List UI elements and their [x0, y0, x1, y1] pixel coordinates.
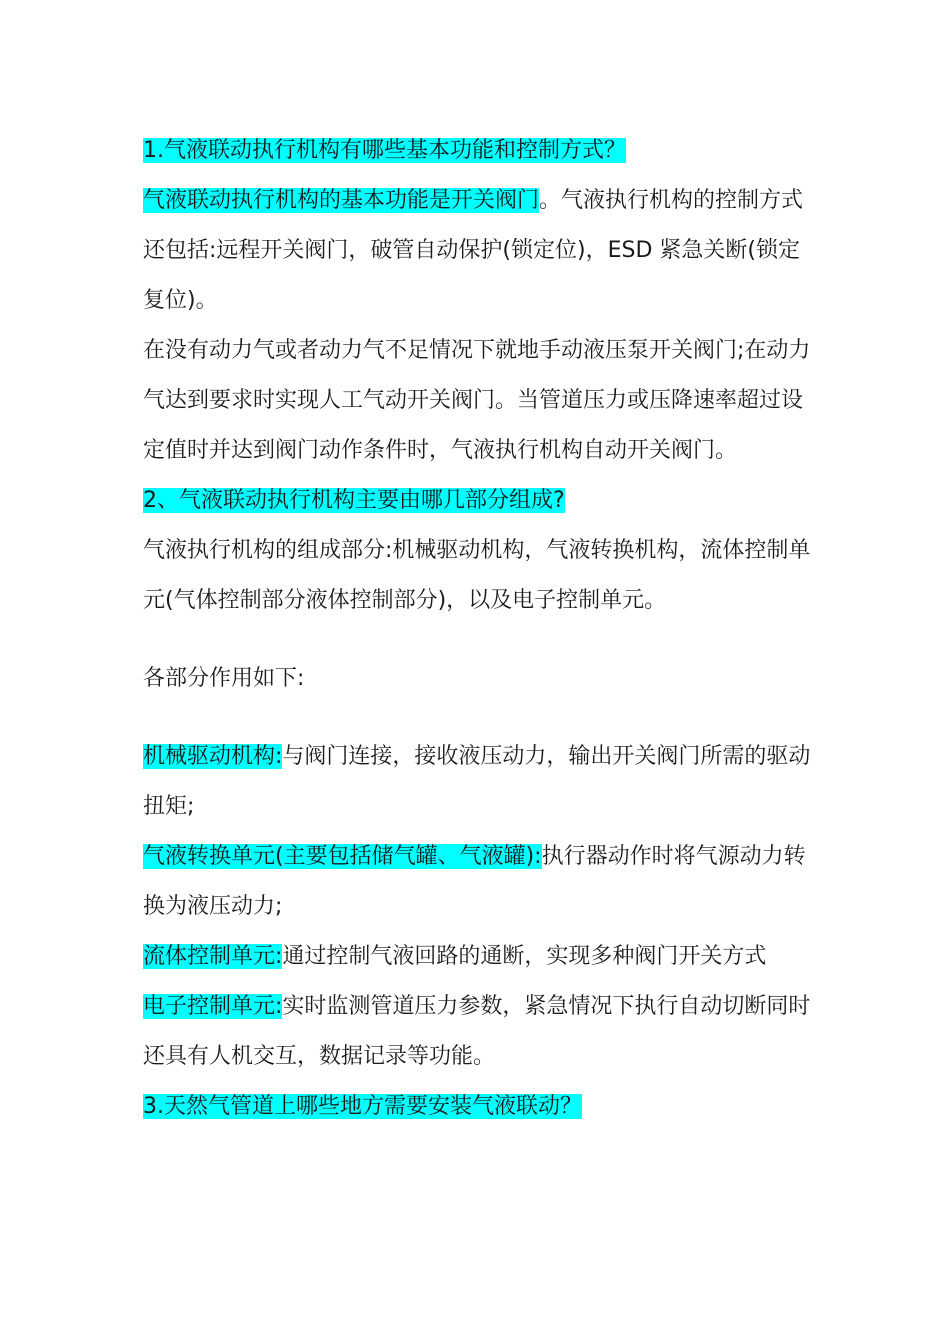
component-item	[143, 732, 815, 832]
question-2-heading-text: 2、气液联动执行机构主要由哪几部分组成?	[143, 488, 565, 513]
question-1-answer-text: 。气液执行机构的控制方式还包括:远程开关阀门，破管自动保护(锁定位)，ESD 紧急关断(锁定复位)。	[143, 188, 804, 313]
spacer	[143, 704, 815, 732]
question-2-heading	[143, 476, 815, 526]
question-1-paragraph-2: 在没有动力气或者动力气不足情况下就地手动液压泵开关阀门;在动力气达到要求时实现人工气动开关阀门。当管道压力或压降速率超过设定值时并达到阀门动作条件时，气液执行机构自动开关阀门。	[143, 338, 811, 463]
component-description: 实时监测管道压力参数，紧急情况下执行自动切断同时还具有人机交互，数据记录等功能。	[143, 994, 811, 1069]
question-1-heading-text: 1.气液联动执行机构有哪些基本功能和控制方式？	[143, 138, 626, 163]
question-3-heading-text: 3.天然气管道上哪些地方需要安装气液联动？	[143, 1094, 582, 1119]
component-description: 与阀门连接，接收液压动力，输出开关阀门所需的驱动扭矩;	[143, 744, 811, 819]
component-item	[143, 832, 815, 932]
question-1-answer-highlight: 气液联动执行机构的基本功能是开关阀门	[143, 188, 540, 213]
component-description: 通过控制气液回路的通断，实现多种阀门开关方式	[282, 944, 767, 969]
component-description: 执行器动作时将气源动力转换为液压动力;	[143, 844, 806, 919]
question-1-heading	[143, 126, 815, 176]
component-term: 流体控制单元:	[143, 944, 283, 969]
spacer	[143, 626, 815, 654]
question-1-answer	[143, 176, 815, 326]
document-body	[143, 126, 815, 1132]
question-2-intro: 各部分作用如下:	[143, 666, 305, 691]
component-term: 电子控制单元:	[143, 994, 283, 1019]
component-term: 机械驱动机构:	[143, 744, 283, 769]
component-term: 气液转换单元(主要包括储气罐、气液罐):	[143, 844, 542, 869]
component-item	[143, 982, 815, 1082]
component-item	[143, 932, 815, 982]
question-2-answer: 气液执行机构的组成部分:机械驱动机构，气液转换机构，流体控制单元(气体控制部分液体控制部分)，以及电子控制单元。	[143, 538, 811, 613]
question-3-heading	[143, 1082, 815, 1132]
